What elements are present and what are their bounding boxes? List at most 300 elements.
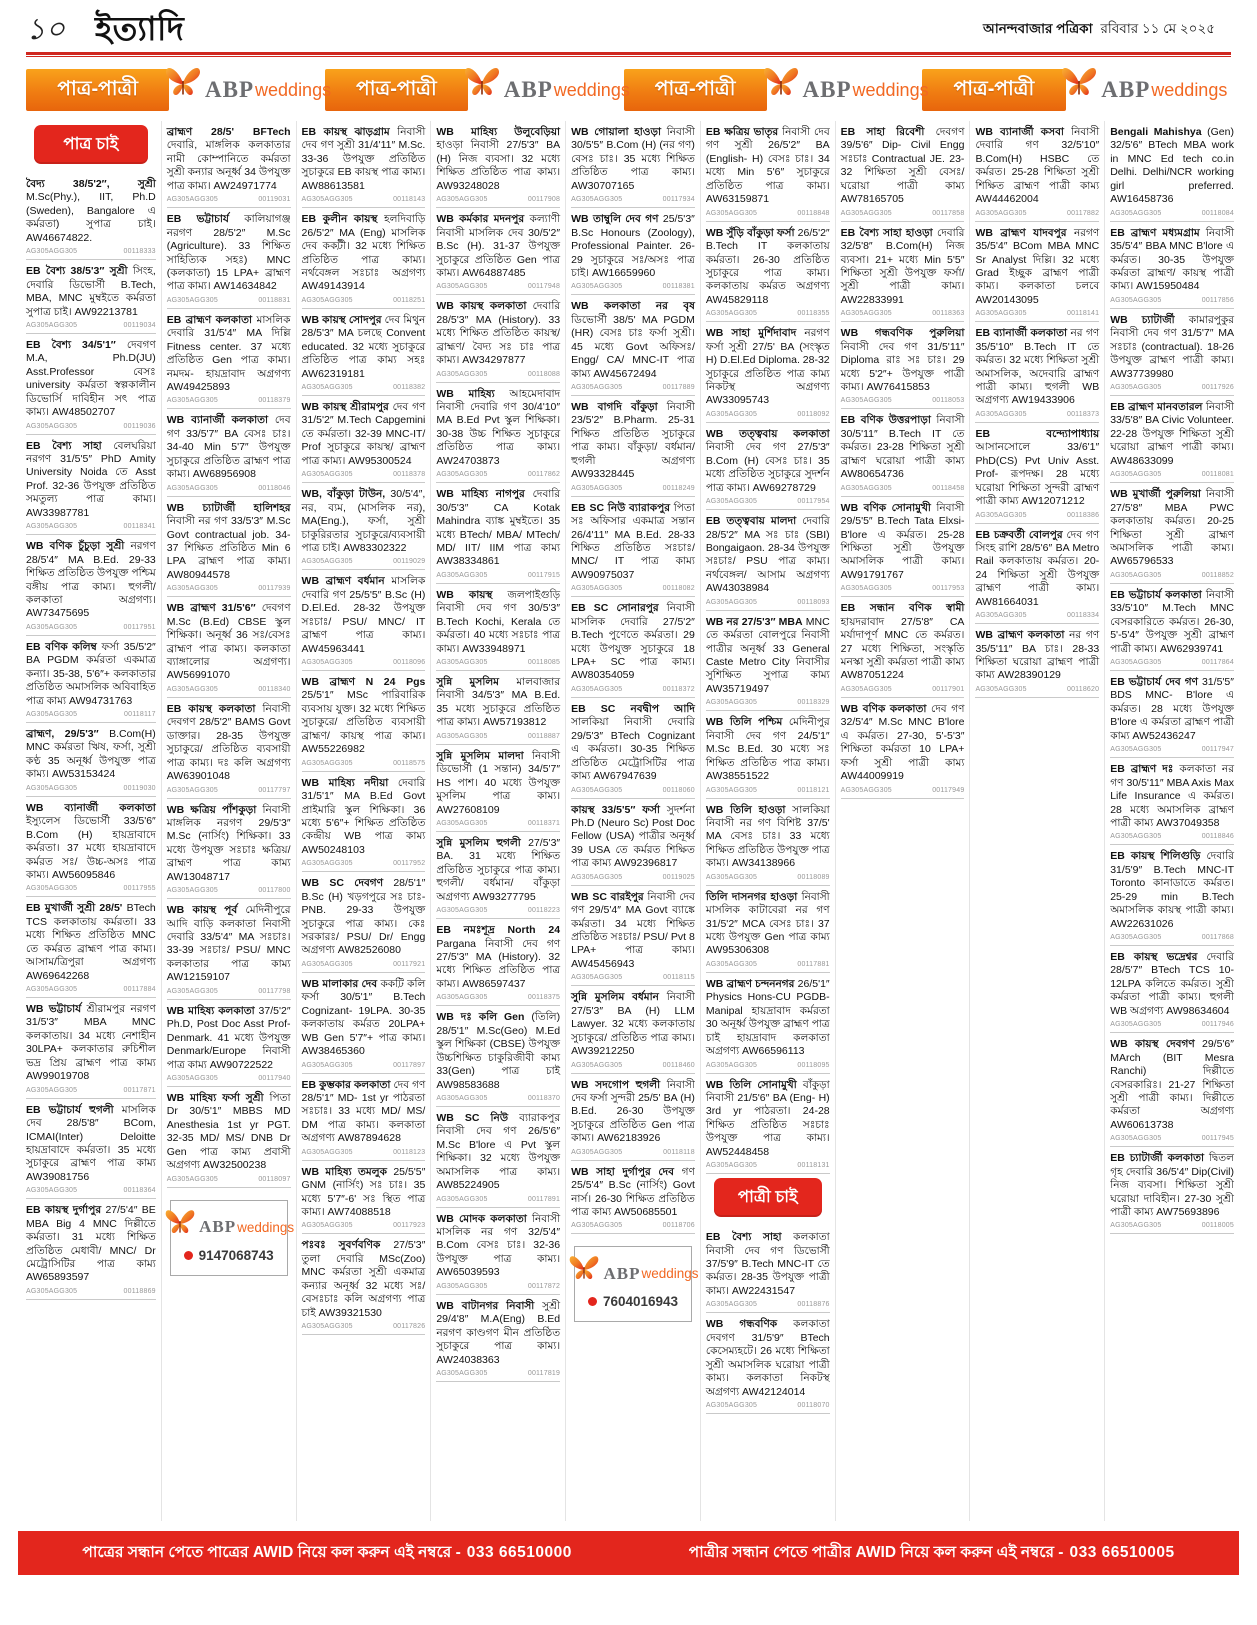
ad-registration-code: AG305AGG305	[436, 819, 488, 827]
ad-meta	[975, 411, 1099, 418]
ad-body	[302, 978, 426, 1059]
ad-text: নিবাসী দেব গণ সুশ্রী 31/4'11″ M.Sc. 33-36 উপযুক্ত প্রতিষ্ঠিত সুচাকুরে EB কায়স্থ পাত্র কাম্য।	[301, 126, 426, 179]
ad-body	[26, 265, 156, 319]
ad-serial-number: 00118085	[527, 659, 561, 666]
ad-serial-number: 00117882	[1066, 209, 1100, 217]
ad-registration-code: AG305AGG305	[571, 384, 623, 391]
ad-registration-code: AG305AGG305	[26, 422, 78, 430]
ad-registration-code: AG305AGG305	[705, 960, 758, 968]
ad-meta	[26, 986, 156, 993]
ad-serial-number: 00117939	[258, 585, 291, 593]
ad-text: হায়দরাবাদ 27/5'8″ CA মর্যাদাপূর্ণ MNC তে কর্মরত। 27 মধ্যে শিক্ষিতা, সংস্কৃতি মনস্কা সুশ্রী কর্মরতা পাত্রী কাম্য	[840, 615, 965, 668]
ad-registration-code: AG305AGG305	[26, 885, 78, 893]
ad-column	[26, 121, 161, 1521]
ad-serial-number: 00118329	[797, 699, 830, 707]
ad-lead: সুন্নি মুসলিম মালদা	[436, 749, 524, 762]
ad-meta	[436, 1095, 560, 1102]
ad-body	[167, 904, 291, 985]
ad-registration-code: AG305AGG305	[301, 196, 353, 204]
ad-awid: AW46674822.	[26, 231, 93, 244]
ad-text: মেদিনীপুর নিবাসী দেব গণ 24/5'1″ M.Sc B.Ed. 30 মধ্যে সঃ শিক্ষিত প্রতিষ্ঠিত পাত্র কাম্য।	[705, 716, 830, 769]
ad-serial-number: 00118355	[797, 310, 830, 318]
classified-ad	[1110, 121, 1234, 222]
ad-serial-number: 00117800	[258, 887, 291, 895]
ad-body	[571, 1166, 695, 1220]
ad-meta	[167, 686, 291, 693]
ad-serial-number: 00118869	[123, 1287, 156, 1295]
ad-meta	[571, 974, 695, 981]
ad-awid: AW45829118	[705, 293, 769, 306]
ad-body	[26, 902, 156, 983]
ad-registration-code: AG305AGG305	[975, 209, 1027, 217]
ad-body	[1110, 1152, 1234, 1219]
ad-meta	[436, 1196, 560, 1203]
ad-serial-number: 00117934	[662, 196, 695, 204]
ad-body	[706, 515, 830, 596]
ad-text: 27/5'3″ তুলা দেবারি MSc(Zoo) MNC কর্মরতা সুশ্রী একমাত্র কন্যার অনূর্ধ্ব 32 মধ্যে সঃ/বেসঃচাঃ কলি অগ্রগণ্য পাত্র চাই	[301, 1239, 426, 1319]
ad-text: Pargana নিবাসী দেব গণ 27/5'3″ MA (History). 32 মধ্যে শিক্ষিত প্রতিষ্ঠিত পাত্র কাম্য।	[436, 937, 561, 990]
ad-text: দেব গণ সিংহ রাশি 28/5'6″ BA Metro Rail কলকাতায় কর্মরত। 20-24 শিক্ষিতা সুশ্রী উপযুক্ত ব্রাহ্মণ পাত্রী কাম্য।	[975, 528, 1100, 595]
ad-awid: AW38551522	[705, 770, 770, 783]
ad-registration-code: AG305AGG305	[436, 994, 488, 1002]
ad-awid: AW82526080	[337, 944, 401, 957]
ad-awid: AW20143095	[975, 293, 1039, 306]
abp-weddings-logo	[567, 1263, 698, 1284]
ad-body	[706, 1318, 830, 1399]
ad-awid: AW45456943	[571, 957, 635, 970]
ad-registration-code: AG305AGG305	[571, 873, 623, 881]
ad-serial-number: 00118852	[1201, 571, 1234, 579]
ad-registration-code: AG305AGG305	[571, 283, 623, 291]
ad-registration-code: AG305AGG305	[705, 498, 758, 506]
ad-registration-code: AG305AGG305	[975, 511, 1027, 519]
ad-meta	[1110, 833, 1234, 840]
classified-ad	[706, 973, 830, 1074]
ad-text: নিবাসী 30/5'11″ B.Tech IT তে কর্মরত। 23-28 শিক্ষিতা সুশ্রী ব্রাহ্মণ ঘরোয়া পাত্রী কাম্য	[840, 414, 965, 467]
ad-registration-code: AG305AGG305	[166, 585, 218, 593]
ad-lead: EB চক্রবর্তী বোলপুর	[975, 528, 1063, 541]
ad-text: সুশ্রী 29/4'8″ M.A(Eng) B.Ed নরগণ কাণ্ডগণ মীন প্রতিষ্ঠিত সুচাকুরে পাত্র কাম্য।	[436, 1299, 561, 1353]
classified-ad	[571, 986, 695, 1073]
ad-awid: AW87894628	[337, 1132, 401, 1145]
ad-meta	[975, 512, 1099, 519]
ad-lead: বৈদ্য 38/5'2″, সুশ্রী	[26, 178, 156, 190]
ad-registration-code: AG305AGG305	[571, 1148, 623, 1156]
ad-body	[302, 676, 426, 757]
ad-serial-number: 00117953	[932, 585, 965, 593]
ad-meta	[1110, 934, 1234, 941]
ad-awid: AW98583688	[436, 1078, 500, 1091]
ad-meta	[1110, 384, 1234, 391]
ad-serial-number: 00118088	[527, 370, 561, 378]
ad-registration-code: AG305AGG305	[166, 1074, 218, 1082]
ad-body	[436, 300, 560, 367]
ad-registration-code: AG305AGG305	[975, 685, 1027, 693]
ad-registration-code: AG305AGG305	[436, 907, 488, 915]
ad-awid: AW48502707	[51, 406, 116, 419]
ad-text: সালকিয়া নিবাসী নর গণ বিশিষ্ট 37/5' MA বেসঃ চাঃ। 33 মধ্যে শিক্ষিত প্রতিষ্ঠিত উপযুক্ত পাত্র কাম্য।	[705, 803, 830, 870]
ad-lead: WB ব্যানার্জী কলকাতা	[166, 414, 269, 427]
ad-serial-number: 00118386	[1066, 511, 1100, 519]
ad-awid: AW80354059	[571, 669, 635, 682]
ad-meta	[26, 1288, 156, 1295]
classified-ad	[975, 624, 1099, 698]
ad-registration-code: AG305AGG305	[301, 1222, 353, 1230]
ad-text: 29/5'6″ MArch (BIT Mesra Ranchi) দিল্লীতে বেসরকারিঃ। 21-27 শিক্ষিতা সুশ্রী পাত্রী কাম্য। দিল্লীতে কর্মরতা অগ্রগণ্য	[1110, 1038, 1234, 1118]
ad-awid: AW50248103	[301, 843, 365, 856]
ad-serial-number: 00117862	[527, 471, 561, 479]
ad-text: নিবাসী 30/5'5″ B.Com (H) (নর গণ) বেসঃ চাঃ। 35 মধ্যে শিক্ষিত প্রতিষ্ঠিত পাত্র কাম্য।	[571, 126, 695, 179]
ad-serial-number: 00118371	[527, 819, 561, 827]
classified-ad	[571, 886, 695, 987]
patra-patri-banner	[922, 69, 1065, 111]
ad-text: নিবাসী দেবগণ 28/5'2″ BAMS Govt ডাক্তার। 28-35 উপযুক্ত সুচাকুরে/ প্রতিষ্ঠিত ব্যবসায়ী পাত্র কাম্য। দঃ কলি অগ্রগণ্য	[166, 702, 291, 769]
ad-serial-number: 00118249	[662, 484, 695, 492]
ad-body	[841, 602, 965, 683]
ad-awid: AW12159107	[166, 971, 231, 984]
ad-lead: WB কায়স্থ কলকাতা	[436, 300, 527, 313]
ad-text: নিবাসী 23/5'2″ B.Pharm. 25-31 শিক্ষিত প্রতিষ্ঠিত সুচাকুরে পাত্র কাম্য। বাঁকুড়া/ বর্ধমান/ হুগলী অগ্রগণ্য	[571, 401, 695, 467]
ad-body	[167, 1005, 291, 1072]
ad-awid: AW62183926	[597, 1132, 661, 1145]
ad-text: 25/5'1″ MSc পারিবারিক ব্যবসায় যুক্ত। 32 মধ্যে শিক্ষিত সুচাকুরে/ প্রতিষ্ঠিত ব্যবসায়ী ব্রাহ্মণ/ কায়স্থ পাত্র কাম্য।	[301, 689, 426, 742]
ad-lead: EB বৈশ্য সাহা	[705, 1231, 782, 1244]
ad-registration-code: AG305AGG305	[301, 659, 353, 666]
ad-body	[302, 777, 426, 858]
classified-ad	[302, 309, 426, 396]
ad-lead: WB মোদক কলকাতা	[436, 1212, 527, 1225]
ad-awid: AW95300524	[348, 454, 412, 467]
ad-registration-code: AG305AGG305	[26, 623, 78, 631]
ad-body	[1110, 227, 1234, 294]
ad-meta	[26, 248, 156, 255]
ad-body	[841, 414, 965, 481]
ad-body	[302, 575, 426, 656]
ad-awid: AW22631026	[1110, 917, 1174, 930]
ad-awid: AW69642268	[26, 969, 90, 982]
ad-registration-code: AG305AGG305	[301, 471, 353, 479]
bride-hotline	[689, 1540, 1175, 1566]
ad-awid: AW22431547	[731, 1284, 796, 1297]
ad-text: দেবগণ 39/5'6″ Dip- Civil Engg সঃচাঃ Contractual JE. 23-32 শিক্ষিতা সুশ্রী বেসঃ/ ঘরোয়া পাত্রী কাম্য	[840, 126, 965, 192]
ad-body	[167, 602, 291, 683]
ad-body	[706, 716, 830, 783]
ad-lead: EB বৈশ্য সাহা	[26, 439, 102, 452]
classified-ad	[706, 423, 830, 510]
ad-registration-code: AG305AGG305	[705, 410, 758, 418]
ad-awid: AW49425893	[166, 381, 231, 393]
ad-body	[302, 877, 426, 958]
classified-ad	[571, 1074, 695, 1161]
classified-ad	[1110, 483, 1234, 584]
ad-serial-number: 00118089	[797, 873, 830, 881]
ad-text: নিবাসী দেব গণ 29/5'4″ MA Govt ব্যাঙ্কে কর্মরতা। 34 মধ্যে শিক্ষিত প্রতিষ্ঠিত সঃচাঃ/ PSU/ Pvt 8 LPA+ পাত্র কাম্য।	[571, 890, 695, 957]
ad-meta	[302, 1222, 426, 1229]
ad-awid: AW92396817	[614, 857, 678, 870]
classified-ad	[26, 797, 156, 898]
ad-text: দেবারি 28/5'2″ MA সঃ চাঃ (SBI) Bongaigaon. 28-34 উপযুক্ত সঃচাঃ/ PSU পাত্র কাম্য। নর্থবেঙ্গল/ আসাম অগ্রগণ্য	[705, 515, 830, 581]
ad-serial-number: 00117872	[527, 1282, 561, 1290]
ad-awid: AW93248028	[436, 179, 500, 192]
ad-meta	[26, 711, 156, 718]
ad-registration-code: AG305AGG305	[1110, 833, 1162, 841]
ad-lead: EB বন্দ্যোপাধ্যায়	[975, 427, 1100, 440]
classified-ad	[1110, 1033, 1234, 1147]
ad-meta	[571, 686, 695, 693]
ad-awid: AW94731763	[69, 694, 133, 707]
promo-phone	[588, 1294, 678, 1309]
ad-registration-code: AG305AGG305	[436, 732, 488, 740]
ad-meta	[26, 1187, 156, 1194]
ad-awid: AW57193812	[483, 716, 547, 729]
ad-registration-code: AG305AGG305	[975, 310, 1027, 318]
ad-lead: WB মাহিষ্য নদীয়া	[301, 776, 389, 789]
ad-text: দেবারি 31/5'9″ B.Tech MNC-IT Toronto কানাডাতে কর্মরত। 25-29 min B.Tech অমাসলিক কায়স্থ পাত্রী কাম্য।	[1110, 850, 1234, 917]
ad-body	[571, 300, 695, 381]
ad-awid: AW48633099	[1110, 454, 1174, 467]
ad-meta	[167, 297, 291, 304]
ad-lead: EB ভট্টাচার্য হুগলী	[26, 1103, 114, 1116]
classified-ad	[975, 222, 1099, 323]
ad-awid: AW66596113	[742, 1045, 805, 1058]
ad-lead: WB মাহিষ্য নাগপুর	[436, 488, 525, 501]
ad-meta	[841, 485, 965, 492]
ad-text: কলকাতা দেবগণ 31/5'9″ BTech কেসেম্যহটে। 26 মধ্যে শিক্ষিতা সুশ্রী অমাসলিক ঘরোয়া পাত্রী কাম্য। কলকাতা নিকটস্থ অগ্রগণ্য	[705, 1318, 830, 1398]
ad-lead: WB কায়স্থ শ্রীরামপুর	[301, 401, 389, 413]
ad-lead: WB ব্রাহ্মণ কলকাতা	[975, 629, 1065, 642]
ad-awid: AW53153424	[51, 768, 116, 781]
ad-body	[26, 1104, 156, 1185]
ad-lead: WB বাটানগর নিবাসী	[436, 1299, 535, 1312]
abp-logo-sub: weddings	[255, 79, 332, 100]
ad-awid: AW28390129	[997, 669, 1061, 682]
ad-awid: AW69278729	[752, 481, 816, 494]
classified-ad	[26, 636, 156, 723]
ad-lead: পঃবঃ সুবর্ণবণিক	[301, 1239, 381, 1252]
ad-lead: EB ব্রাহ্মণ কলকাতা	[166, 313, 253, 326]
ad-text: BTech TCS কলকাতায় কর্মরতা। 33 মধ্যে শিক্ষিত প্রতিষ্ঠিত MNC তে কর্মরত ব্রাহ্মণ পাত্র কাম্য। আসাম/ত্রিপুরা অগ্রগণ্য	[26, 902, 156, 969]
ad-body	[571, 213, 695, 280]
ad-awid: AW60613738	[1110, 1118, 1174, 1131]
ad-lead: EB তত্ত্ববায় মালদা	[705, 515, 797, 528]
classified-ad	[436, 671, 560, 745]
ad-meta	[975, 210, 1099, 217]
ad-awid: AW98634604	[1166, 1004, 1230, 1017]
classified-ad	[706, 510, 830, 611]
ad-meta	[706, 411, 830, 418]
ad-lead: WB ব্রাহ্মণ N 24 Pgs	[301, 676, 426, 688]
ad-awid: AW78165705	[840, 193, 904, 206]
ad-registration-code: AG305AGG305	[26, 711, 78, 718]
classified-ad	[167, 309, 291, 410]
butterfly-icon	[163, 64, 203, 101]
ad-body	[706, 804, 830, 871]
ad-body	[1110, 951, 1234, 1018]
ad-lead: EB বৈশ্য 34/5'1″	[26, 338, 116, 351]
ad-text: মাসলিক দেব 28/5'8″ BCom, ICMAI(Inter) Deloitte হায়দ্রাবাদে কর্মরতা। 35 মধ্যে সুচাকুরে ব্রাহ্মণ পাত্র কাম্য	[26, 1103, 156, 1170]
ad-awid: AW65796533	[1110, 555, 1174, 568]
ad-registration-code: AG305AGG305	[301, 384, 353, 391]
abp-logo-sub: weddings	[553, 79, 630, 100]
ad-text: নিবাসী মাসলিক নর গণ 32/5'4″ B.Com বেসঃ চাঃ। 32-36 উপযুক্ত পাত্র কাম্য।	[436, 1212, 561, 1265]
section-label	[34, 125, 148, 164]
ad-column	[700, 121, 835, 1521]
ad-text: বাঁকুড়া নিবাসী 21/5'6″ BA (Eng- H) 3rd yr পাঠরতা। 24-28 শিক্ষিত প্রতিষ্ঠিত সঃচাঃ উপযুক্ত পাত্র কাম্য।	[705, 1078, 830, 1145]
ad-lead: WB বাগদি বাঁকুড়া	[571, 401, 658, 413]
ad-serial-number: 00118372	[662, 685, 695, 693]
ad-serial-number: 00118340	[258, 685, 291, 693]
ad-text: কামারপুকুর নিবাসী দেব গণ 31/5'7″ MA সঃচাঃ (contractual). 18-26 উপযুক্ত ব্রাহ্মণ পাত্রী কাম্য।	[1110, 313, 1234, 367]
banner-row	[26, 69, 1228, 111]
ad-meta	[436, 283, 560, 290]
ad-meta	[302, 760, 426, 767]
ad-lead: WB সাহা দুর্গাপুর দেব	[571, 1165, 674, 1178]
ad-lead: WB মাহিষ্য উলুবেড়িয়া	[436, 126, 561, 138]
ad-serial-number: 00118060	[662, 786, 695, 794]
ad-registration-code: AG305AGG305	[571, 484, 623, 492]
ad-registration-code: AG305AGG305	[436, 571, 488, 579]
ad-text: নিবাসী 27/5'3″ BA (H) LLM Lawyer. 32 মধ্যে কলকাতায় সুচাকুরে/ প্রতিষ্ঠিত পাত্র কাম্য।	[571, 991, 695, 1044]
ad-text: দ্বিতল গৃহ দেবারি 36/5'4″ Dip(Civil) নিজ ব্যবসা। শিক্ষিতা সুশ্রী ঘরোয়া দাবিহীন। 27-30 সুশ্রী পাত্রী কাম্য	[1110, 1152, 1234, 1218]
ad-text: জলপাইগুড়ি নিবাসী দেব গণ 30/5'3″ B.Tech Kochi, Kerala তে কর্মরতা। 40 মধ্যে সঃচাঃ পাত্র কাম্য।	[436, 588, 561, 655]
ad-lead: EB কায়স্থ ভদ্রেশ্বর	[1110, 951, 1198, 963]
ad-awid: AW65039593	[436, 1266, 500, 1279]
ad-body	[706, 227, 830, 308]
ad-meta	[975, 612, 1099, 619]
classified-ad	[302, 121, 426, 208]
ad-serial-number: 00119030	[123, 784, 156, 792]
ad-awid: AW34138966	[731, 857, 796, 870]
ad-serial-number: 00118334	[1066, 612, 1100, 620]
ad-registration-code: AG305AGG305	[571, 1222, 623, 1230]
ad-serial-number: 00118143	[393, 196, 426, 204]
ad-awid: AW35719497	[705, 682, 770, 695]
abp-weddings-promo	[170, 1200, 295, 1276]
masthead-divider	[26, 52, 1231, 55]
ad-lead: WB কলকাতা নর বৃষ	[571, 300, 695, 313]
ad-awid: AW93328445	[571, 468, 635, 481]
ad-body	[26, 339, 156, 420]
classified-ad	[706, 711, 830, 798]
ad-registration-code: AG305AGG305	[1110, 746, 1162, 754]
classified-ad	[1110, 584, 1234, 671]
ad-serial-number: 00118848	[797, 209, 830, 217]
ad-body	[571, 703, 695, 784]
ad-lead: EB SC নবদ্বীপ আদি	[571, 702, 695, 715]
classified-ad	[841, 121, 965, 222]
ad-body	[302, 1239, 426, 1320]
classified-ad	[436, 121, 560, 208]
ad-serial-number: 00118223	[527, 907, 561, 915]
ad-text: নিবাসী দেব গণ সুশ্রী 26/5'2″ BA (English- H) বেসঃ চাঃ। 34 মধ্যে Min 5'6″ সুচাকুরে প্রতিষ্ঠিত পাত্র কাম্য।	[705, 126, 830, 192]
ad-meta	[571, 196, 695, 203]
ad-meta	[436, 196, 560, 203]
patra-patri-label: পাত্র-পাত্রী	[57, 77, 138, 100]
ad-text: 37/5'2″ Ph.D, Post Doc Asst Prof- Denmark. 41 মধ্যে উপযুক্ত Denmark/Europe নিবাসী পাত্র কাম্য	[166, 1004, 291, 1071]
ad-lead: WB ব্যানার্জী কলকাতা	[26, 801, 156, 814]
ad-serial-number: 00118378	[393, 471, 426, 479]
ad-body	[1110, 488, 1234, 569]
ad-body	[167, 1092, 291, 1173]
ad-meta	[706, 599, 830, 606]
ad-lead: WB, বাঁকুড়া টাউন,	[301, 488, 386, 501]
ad-body	[302, 401, 426, 468]
ad-lead: WB বণিক সোনামুখী	[840, 501, 931, 514]
ad-registration-code: AG305AGG305	[166, 786, 218, 794]
ad-registration-code: AG305AGG305	[571, 685, 623, 693]
classified-ad	[436, 584, 560, 671]
phone-icon	[588, 1297, 597, 1306]
ad-meta	[841, 585, 965, 592]
ad-meta	[975, 686, 1099, 693]
ad-meta	[571, 1222, 695, 1229]
ad-meta	[302, 659, 426, 666]
ad-lead: WB গন্ধবণিক	[705, 1318, 778, 1331]
classified-ad	[841, 698, 965, 799]
ad-body	[436, 388, 560, 469]
ad-registration-code: AG305AGG305	[840, 397, 892, 405]
classified-ad	[706, 322, 830, 423]
classified-ad	[26, 998, 156, 1099]
ad-lead: WB মাহিষ্য কলকাতা	[166, 1004, 255, 1017]
ad-awid: AW44009919	[840, 770, 904, 783]
ad-meta	[436, 820, 560, 827]
ad-text: নিবাসী নর গণ 33/5'3″ M.Sc Govt contractual job. 34-37 শিক্ষিত প্রতিষ্ঠিত Min 6 LPA ব্রাহ্মণ পাত্র কাম্য।	[166, 515, 291, 568]
classified-ad	[436, 745, 560, 832]
ad-registration-code: AG305AGG305	[166, 987, 218, 995]
ad-registration-code: AG305AGG305	[436, 196, 488, 204]
ad-lead: WB কায়স্থ দেবগণ	[1110, 1038, 1195, 1051]
ad-lead: WB মাহিষ্য ফর্সা সুশ্রী	[166, 1091, 264, 1104]
ad-meta	[167, 1176, 291, 1183]
ad-lead: কায়স্থ 33/5'5″ ফর্সা	[571, 803, 660, 816]
ad-lead: EB ক্ষত্রিয় ভাতৃর	[705, 126, 779, 138]
ad-lead: EB সাহা রিবেশী	[840, 126, 925, 138]
ad-lead: WB কায়স্থ পূর্ব	[166, 904, 238, 917]
ad-text: মাসলিক দেবারি গণ 25/5'5″ B.Sc (H) D.El.Ed. 28-32 উপযুক্ত সঃচাঃ/ PSU/ MNC/ IT ব্রাহ্মণ পাত্র কাম্য।	[301, 575, 426, 642]
ad-awid: AW33948971	[462, 642, 526, 655]
ad-body	[841, 126, 965, 207]
ad-serial-number: 00118876	[797, 1301, 830, 1309]
ad-body	[571, 1079, 695, 1146]
ad-lead: WB তিলি সোনামুখী	[705, 1078, 797, 1091]
ad-lead: সুন্নি মুসলিম	[436, 676, 499, 688]
ad-meta	[302, 297, 426, 304]
ad-registration-code: AG305AGG305	[436, 1282, 488, 1290]
ad-awid: AW45963441	[301, 642, 365, 655]
ad-body	[26, 1003, 156, 1084]
abp-weddings-logo	[163, 1217, 294, 1238]
ad-body	[302, 314, 426, 381]
ad-meta	[1110, 297, 1234, 304]
ad-meta	[302, 860, 426, 867]
ad-registration-code: AG305AGG305	[1110, 934, 1162, 941]
ad-awid: AW74088518	[327, 1206, 391, 1218]
ad-text: 26/5'2″ B.Tech IT কলকাতায় কর্মরতা। 26-30 প্রতিষ্ঠিত সুচাকুরে পাত্র কাম্য। কলকাতায় কর্মরত অগ্রগণ্য	[705, 226, 830, 293]
classified-ad	[26, 173, 156, 260]
ad-registration-code: AG305AGG305	[26, 321, 78, 329]
classified-ad	[26, 1199, 156, 1300]
abp-weddings-banner	[773, 69, 929, 111]
ad-lead: WB ব্রাহ্মণ যাদবপুর	[975, 226, 1067, 239]
ad-serial-number: 00118084	[1201, 209, 1234, 217]
ad-text: দেব গণ 28/5'1″ MD- 1st yr পাঠরতা সঃচাঃ। 33 মধ্যে MD/ MS/ DM পাত্র কাম্য। কলকাতা অগ্রগণ্য	[301, 1078, 426, 1145]
ad-awid: AW83302322	[343, 541, 407, 554]
ad-body	[706, 891, 830, 958]
ad-meta	[706, 961, 830, 968]
classified-ad	[706, 1313, 830, 1414]
ad-serial-number: 00118460	[662, 1061, 695, 1069]
